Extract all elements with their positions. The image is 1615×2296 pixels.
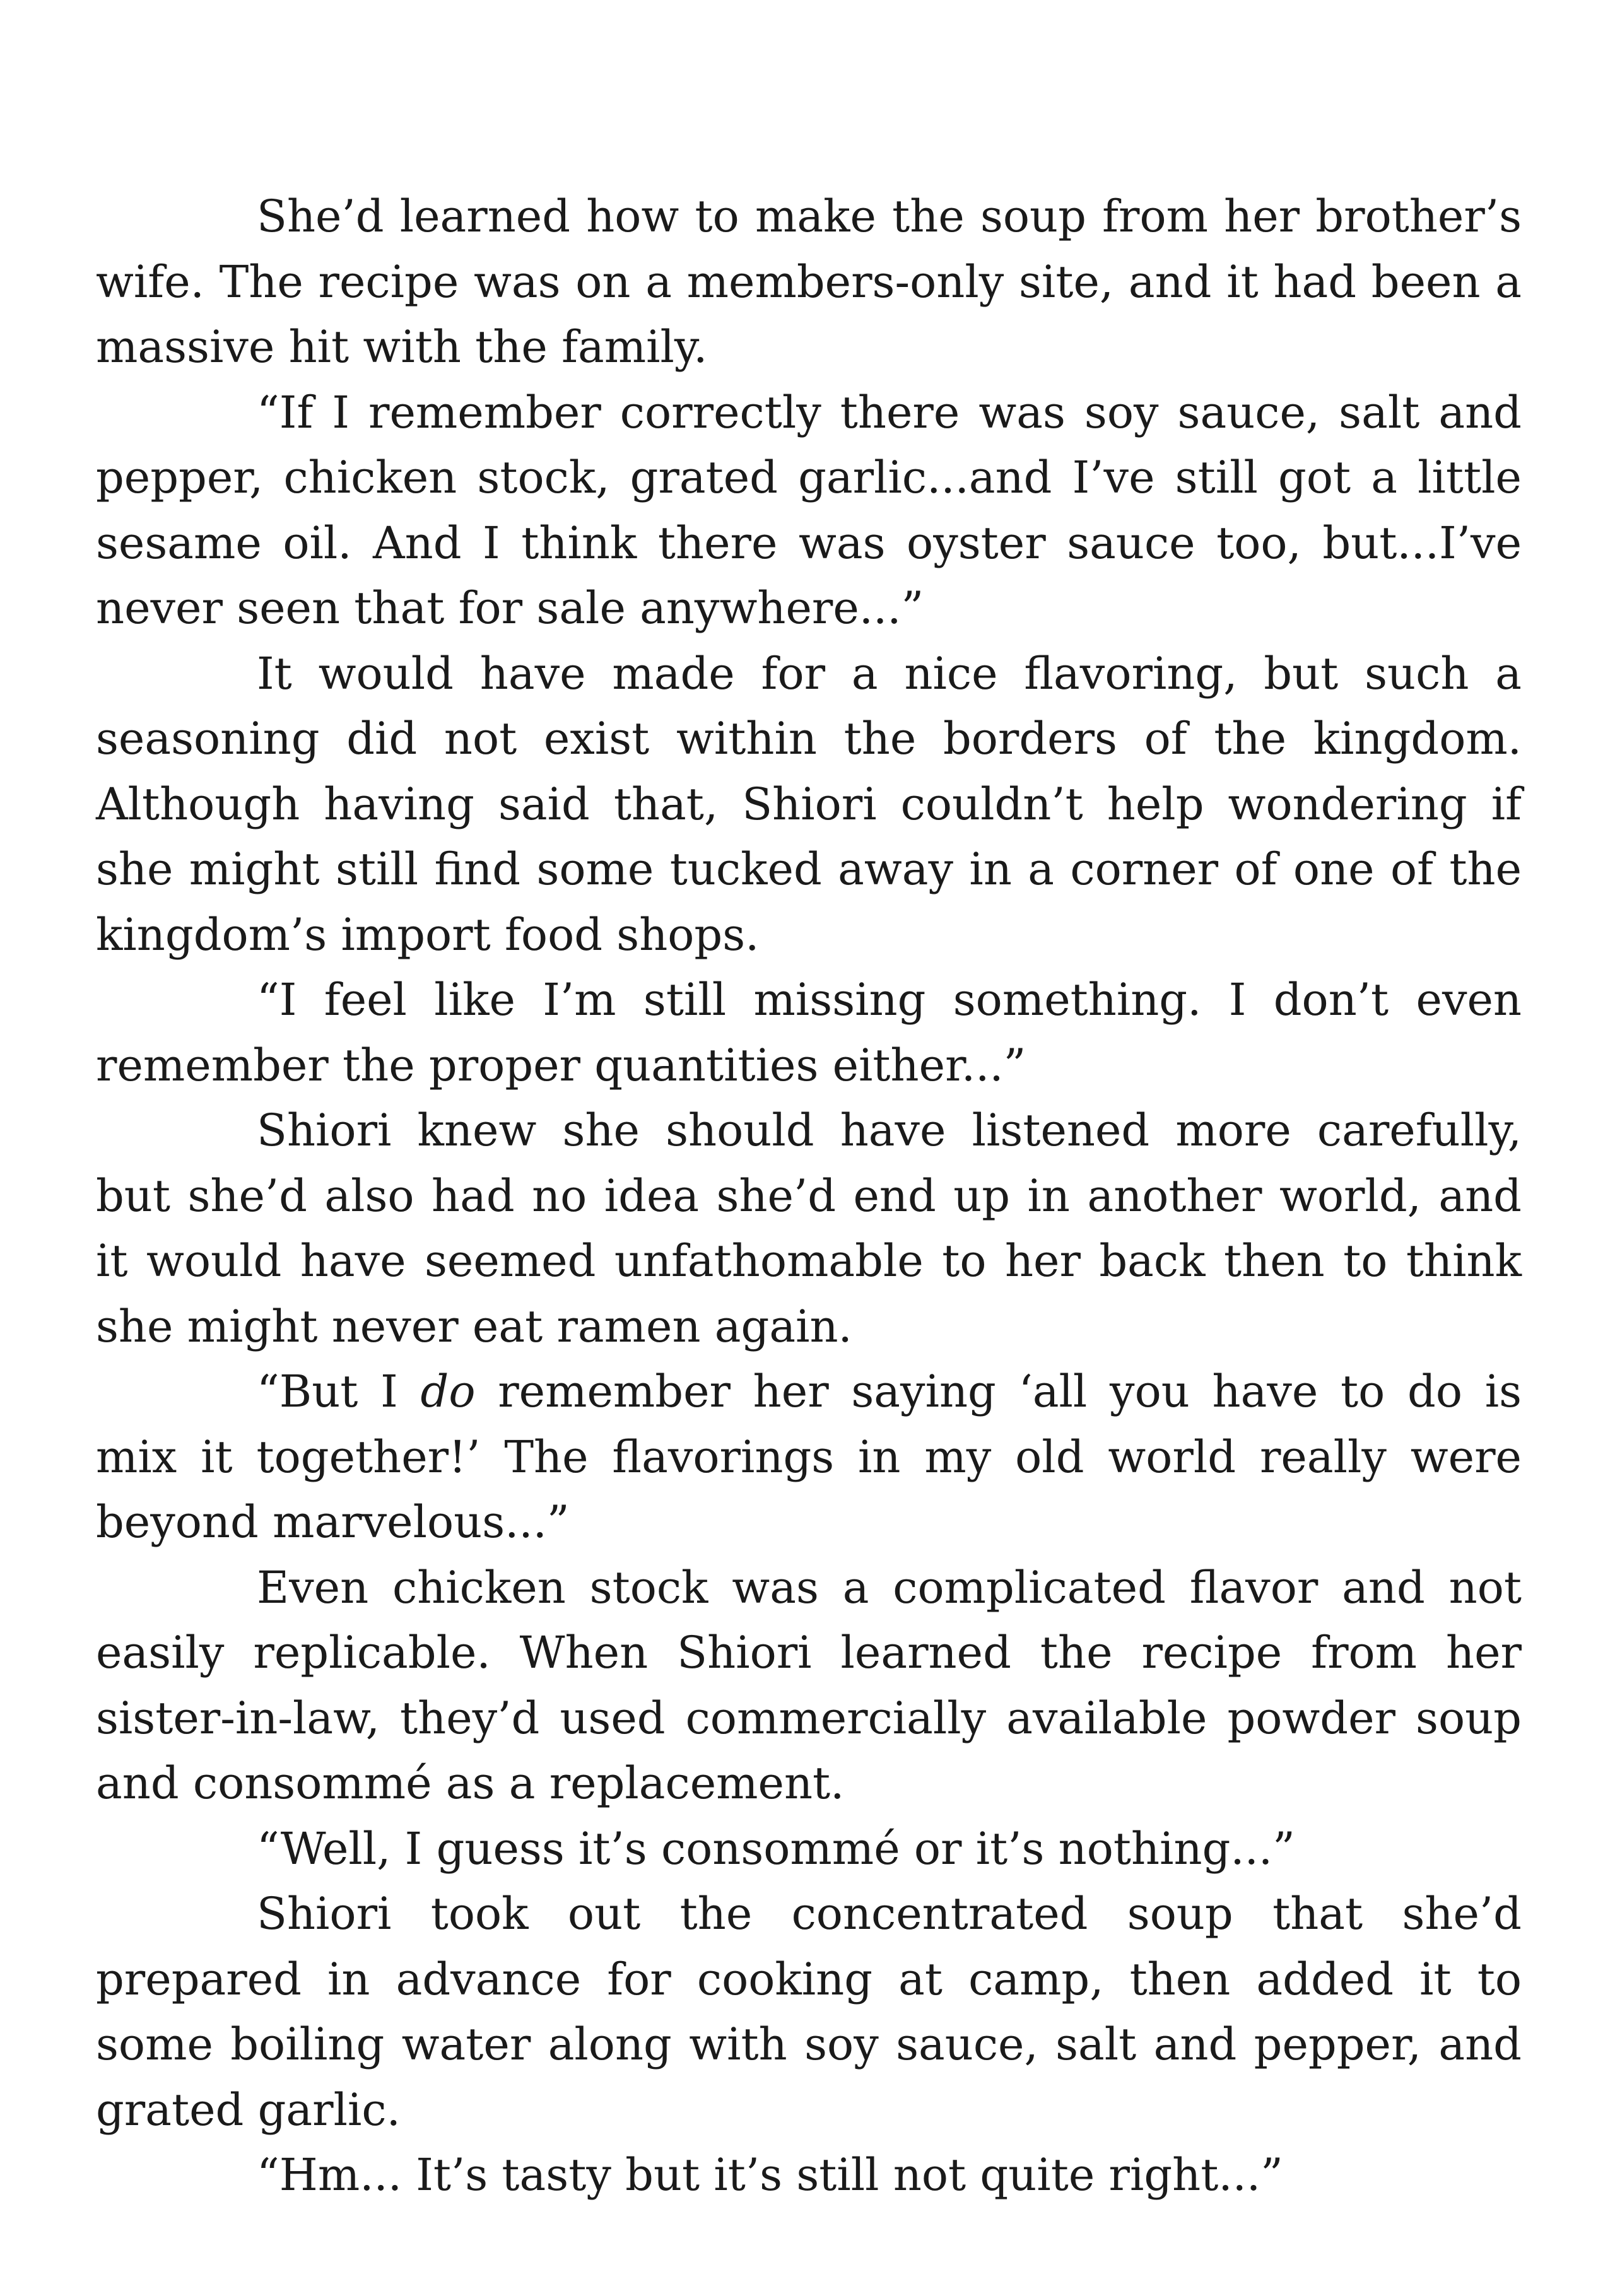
paragraph: “If I remember correctly there was soy sauce, salt and pepper, chicken stock, grated garlic...and I’ve still got a little sesame oil. And I think there was oyster sauce too, but...I’ve never seen that for sale anywhere...” [96, 386, 1522, 634]
paragraph: Shiori knew she should have listened more carefully, but she’d also had no idea she’d end up in another world, and it would have seemed unfathomable to her back then to think she might never eat ramen again. [96, 1104, 1522, 1352]
emphasized-word: do [420, 1366, 476, 1417]
paragraph: “I feel like I’m still missing something. I don’t even remember the proper quantities either...” [96, 974, 1522, 1091]
paragraph: Even chicken stock was a complicated flavor and not easily replicable. When Shiori learned the recipe from her sister-in-law, they’d used commercially available powder soup and consommé as a replacement. [96, 1561, 1522, 1809]
paragraph: She’d learned how to make the soup from her brother’s wife. The recipe was on a members-only site, and it had been a massive hit with the family. [96, 190, 1522, 373]
paragraph: It would have made for a nice flavoring, but such a seasoning did not exist within the borders of the kingdom. Although having said that, Shiori couldn’t help wondering if she might still find some tucked away in a corner of one of the kingdom’s import food shops. [96, 647, 1522, 961]
paragraph-text: “But I [257, 1366, 421, 1417]
paragraph: “Well, I guess it’s consommé or it’s nothing...” [257, 1822, 1295, 1875]
page-body [96, 184, 1522, 2208]
paragraph: “Hm... It’s tasty but it’s still not quite right...” [257, 2149, 1283, 2201]
paragraph-text: remember her saying ‘all you have to do is mix it together!’ The flavorings in my old world really were beyond marvelous...” [96, 1366, 1522, 1548]
paragraph [96, 1359, 1522, 1555]
paragraph: Shiori took out the concentrated soup that she’d prepared in advance for cooking at camp, then added it to some boiling water along with soy sauce, salt and pepper, and grated garlic. [96, 1888, 1522, 2136]
